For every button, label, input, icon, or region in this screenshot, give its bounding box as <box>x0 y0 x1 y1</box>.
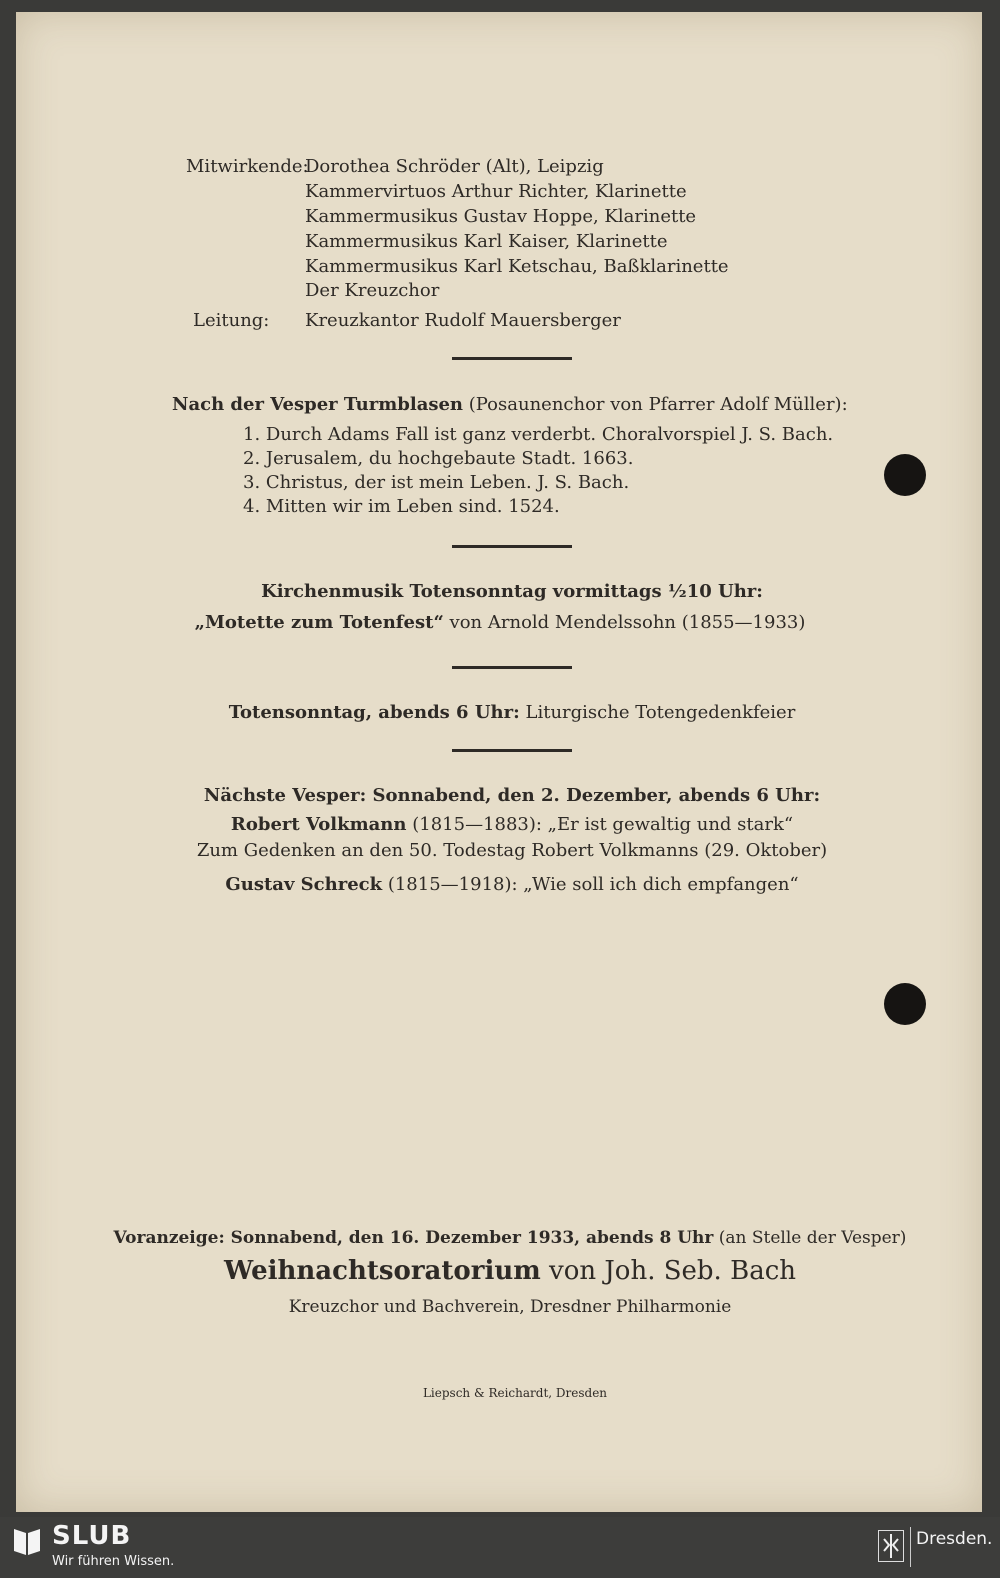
motette-title: „Motette zum Totenfest“ <box>194 612 444 633</box>
performer-line: Kammermusikus Karl Kaiser, Klarinette <box>305 231 668 252</box>
divider <box>452 545 572 548</box>
naechste-vesper-heading: Nächste Vesper: Sonnabend, den 2. Dezember, abends 6 Uhr: <box>203 785 821 806</box>
printer-imprint: Liepsch & Reichardt, Dresden <box>422 1386 608 1400</box>
oratorium-composer: von Joh. Seb. Bach <box>549 1256 797 1286</box>
gedenken-line: Zum Gedenken an den 50. Todestag Robert Volkmanns (29. Oktober) <box>196 840 828 861</box>
motette-composer: von Arnold Mendelssohn (1855—1933) <box>449 612 806 633</box>
slub-footer-bar <box>0 1517 1000 1578</box>
volkmann-name: Robert Volkmann <box>230 814 407 835</box>
performers-label: Mitwirkende: <box>186 156 309 177</box>
leitung-name: Kreuzkantor Rudolf Mauersberger <box>305 310 621 331</box>
performer-line: Kammermusikus Karl Ketschau, Baßklarinette <box>305 256 729 277</box>
slub-book-icon <box>12 1525 42 1557</box>
punch-hole <box>884 983 926 1025</box>
dresden-crest-icon <box>878 1530 904 1562</box>
performer-line: Kammervirtuos Arthur Richter, Klarinette <box>305 181 687 202</box>
kirchenmusik-motette <box>0 612 1000 633</box>
voranzeige-note: (an Stelle der Vesper) <box>718 1228 907 1248</box>
oratorium-name: Weihnachtsoratorium <box>223 1256 541 1286</box>
turmblasen-heading <box>172 394 848 415</box>
turmblasen-item: 2. Jerusalem, du hochgebaute Stadt. 1663. <box>243 448 634 469</box>
divider <box>452 666 572 669</box>
performer-line: Kammermusikus Gustav Hoppe, Klarinette <box>305 206 697 227</box>
schreck-name: Gustav Schreck <box>225 874 383 895</box>
voranzeige-line <box>0 1228 1000 1248</box>
oratorium-ensembles: Kreuzchor und Bachverein, Dresdner Philharmonie <box>288 1297 732 1317</box>
turmblasen-item: 1. Durch Adams Fall ist ganz verderbt. Choralvorspiel J. S. Bach. <box>243 424 834 445</box>
punch-hole <box>884 454 926 496</box>
turmblasen-item: 4. Mitten wir im Leben sind. 1524. <box>243 496 560 517</box>
leitung-label: Leitung: <box>193 310 270 331</box>
kirchenmusik-line: Kirchenmusik Totensonntag vormittags ½10 Uhr: <box>261 581 763 602</box>
oratorium-title <box>0 1256 1000 1286</box>
schreck-work: (1815—1918): „Wie soll ich dich empfangen“ <box>387 874 799 895</box>
volkmann-line <box>0 814 1000 835</box>
turmblasen-note: (Posaunenchor von Pfarrer Adolf Müller): <box>468 394 848 415</box>
schreck-line <box>0 874 1000 895</box>
totensonntag-time: Totensonntag, abends 6 Uhr: <box>228 702 520 723</box>
totensonntag-line <box>0 702 1000 723</box>
performer-line: Der Kreuzchor <box>305 280 440 301</box>
divider <box>452 749 572 752</box>
volkmann-work: (1815—1883): „Er ist gewaltig und stark“ <box>412 814 794 835</box>
footer-divider <box>910 1527 911 1567</box>
totensonntag-event: Liturgische Totengedenkfeier <box>525 702 796 723</box>
performer-line: Dorothea Schröder (Alt), Leipzig <box>305 156 604 177</box>
slub-tagline: Wir führen Wissen. <box>52 1554 175 1569</box>
divider <box>452 357 572 360</box>
turmblasen-title: Nach der Vesper Turmblasen <box>172 394 464 415</box>
turmblasen-item: 3. Christus, der ist mein Leben. J. S. Bach. <box>243 472 630 493</box>
voranzeige-date: Voranzeige: Sonnabend, den 16. Dezember 1933, abends 8 Uhr <box>113 1228 714 1248</box>
dresden-wordmark: Dresden. <box>916 1529 993 1549</box>
slub-logo-text: SLUB <box>52 1521 132 1551</box>
